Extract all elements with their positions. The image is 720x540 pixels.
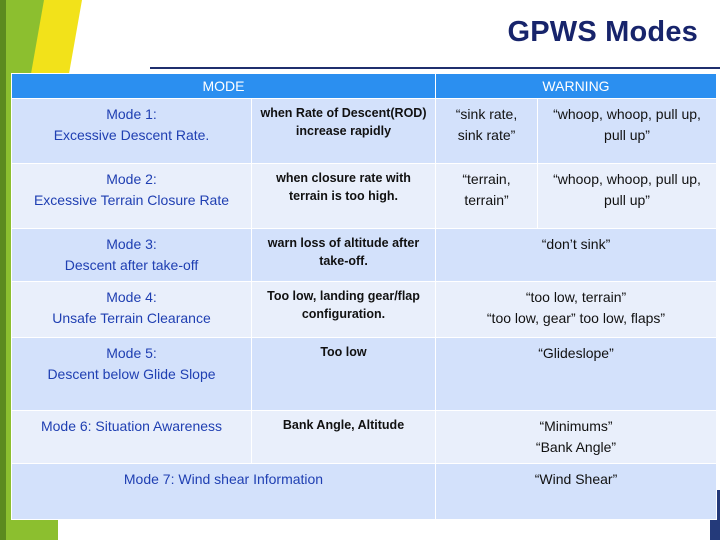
- condition-cell: Too low: [252, 338, 436, 411]
- warning-cell: “terrain, terrain”: [436, 164, 538, 229]
- mode-number: Mode 1:: [106, 106, 157, 122]
- table-row: [12, 282, 717, 338]
- mode-number: Mode 5:: [106, 345, 157, 361]
- condition-cell: when closure rate with terrain is too high.: [252, 164, 436, 229]
- mode-cell: [12, 282, 252, 338]
- table-row: [12, 411, 717, 464]
- mode-number: Mode 4:: [106, 289, 157, 305]
- mode-name: Excessive Descent Rate.: [53, 127, 210, 143]
- condition-cell: Too low, landing gear/flap configuration.: [252, 282, 436, 338]
- mode-cell: [12, 338, 252, 411]
- decorative-dark-edge: [0, 0, 6, 540]
- warning-line: “too low, terrain”: [525, 289, 627, 305]
- warning-cell: “Glideslope”: [436, 338, 717, 411]
- warning-cell: [436, 411, 717, 464]
- mode-name: Unsafe Terrain Clearance: [52, 310, 211, 326]
- warning-cell: “don’t sink”: [436, 229, 717, 282]
- header-mode: MODE: [12, 74, 436, 99]
- warning-cell: [436, 282, 717, 338]
- table-row: [12, 164, 717, 229]
- page-title: GPWS Modes: [507, 16, 698, 48]
- table-row: [12, 464, 717, 520]
- header-warning: WARNING: [436, 74, 717, 99]
- mode-cell: [12, 164, 252, 229]
- mode-name: Descent below Glide Slope: [47, 366, 216, 382]
- table-row: [12, 99, 717, 164]
- mode-cell: Mode 7: Wind shear Information: [12, 464, 436, 520]
- table-header-row: [12, 74, 717, 99]
- condition-cell: when Rate of Descent(ROD) increase rapidly: [252, 99, 436, 164]
- mode-cell: [12, 99, 252, 164]
- title-underline: [150, 67, 720, 69]
- warning-cell: “whoop, whoop, pull up, pull up”: [538, 164, 717, 229]
- warning-line: “Bank Angle”: [535, 439, 617, 455]
- mode-name: Descent after take-off: [64, 257, 199, 273]
- warning-cell: “Wind Shear”: [436, 464, 717, 520]
- table-row: [12, 229, 717, 282]
- condition-cell: warn loss of altitude after take-off.: [252, 229, 436, 282]
- gpws-modes-table: [11, 73, 717, 520]
- mode-name: Excessive Terrain Closure Rate: [33, 192, 230, 208]
- mode-cell: Mode 6: Situation Awareness: [12, 411, 252, 464]
- warning-line: “Minimums”: [539, 418, 613, 434]
- mode-number: Mode 3:: [106, 236, 157, 252]
- table-row: [12, 338, 717, 411]
- warning-cell: “whoop, whoop, pull up, pull up”: [538, 99, 717, 164]
- mode-number: Mode 2:: [106, 171, 157, 187]
- warning-line: “too low, gear” too low, flaps”: [486, 310, 666, 326]
- warning-cell: “sink rate, sink rate”: [436, 99, 538, 164]
- condition-cell: Bank Angle, Altitude: [252, 411, 436, 464]
- mode-cell: [12, 229, 252, 282]
